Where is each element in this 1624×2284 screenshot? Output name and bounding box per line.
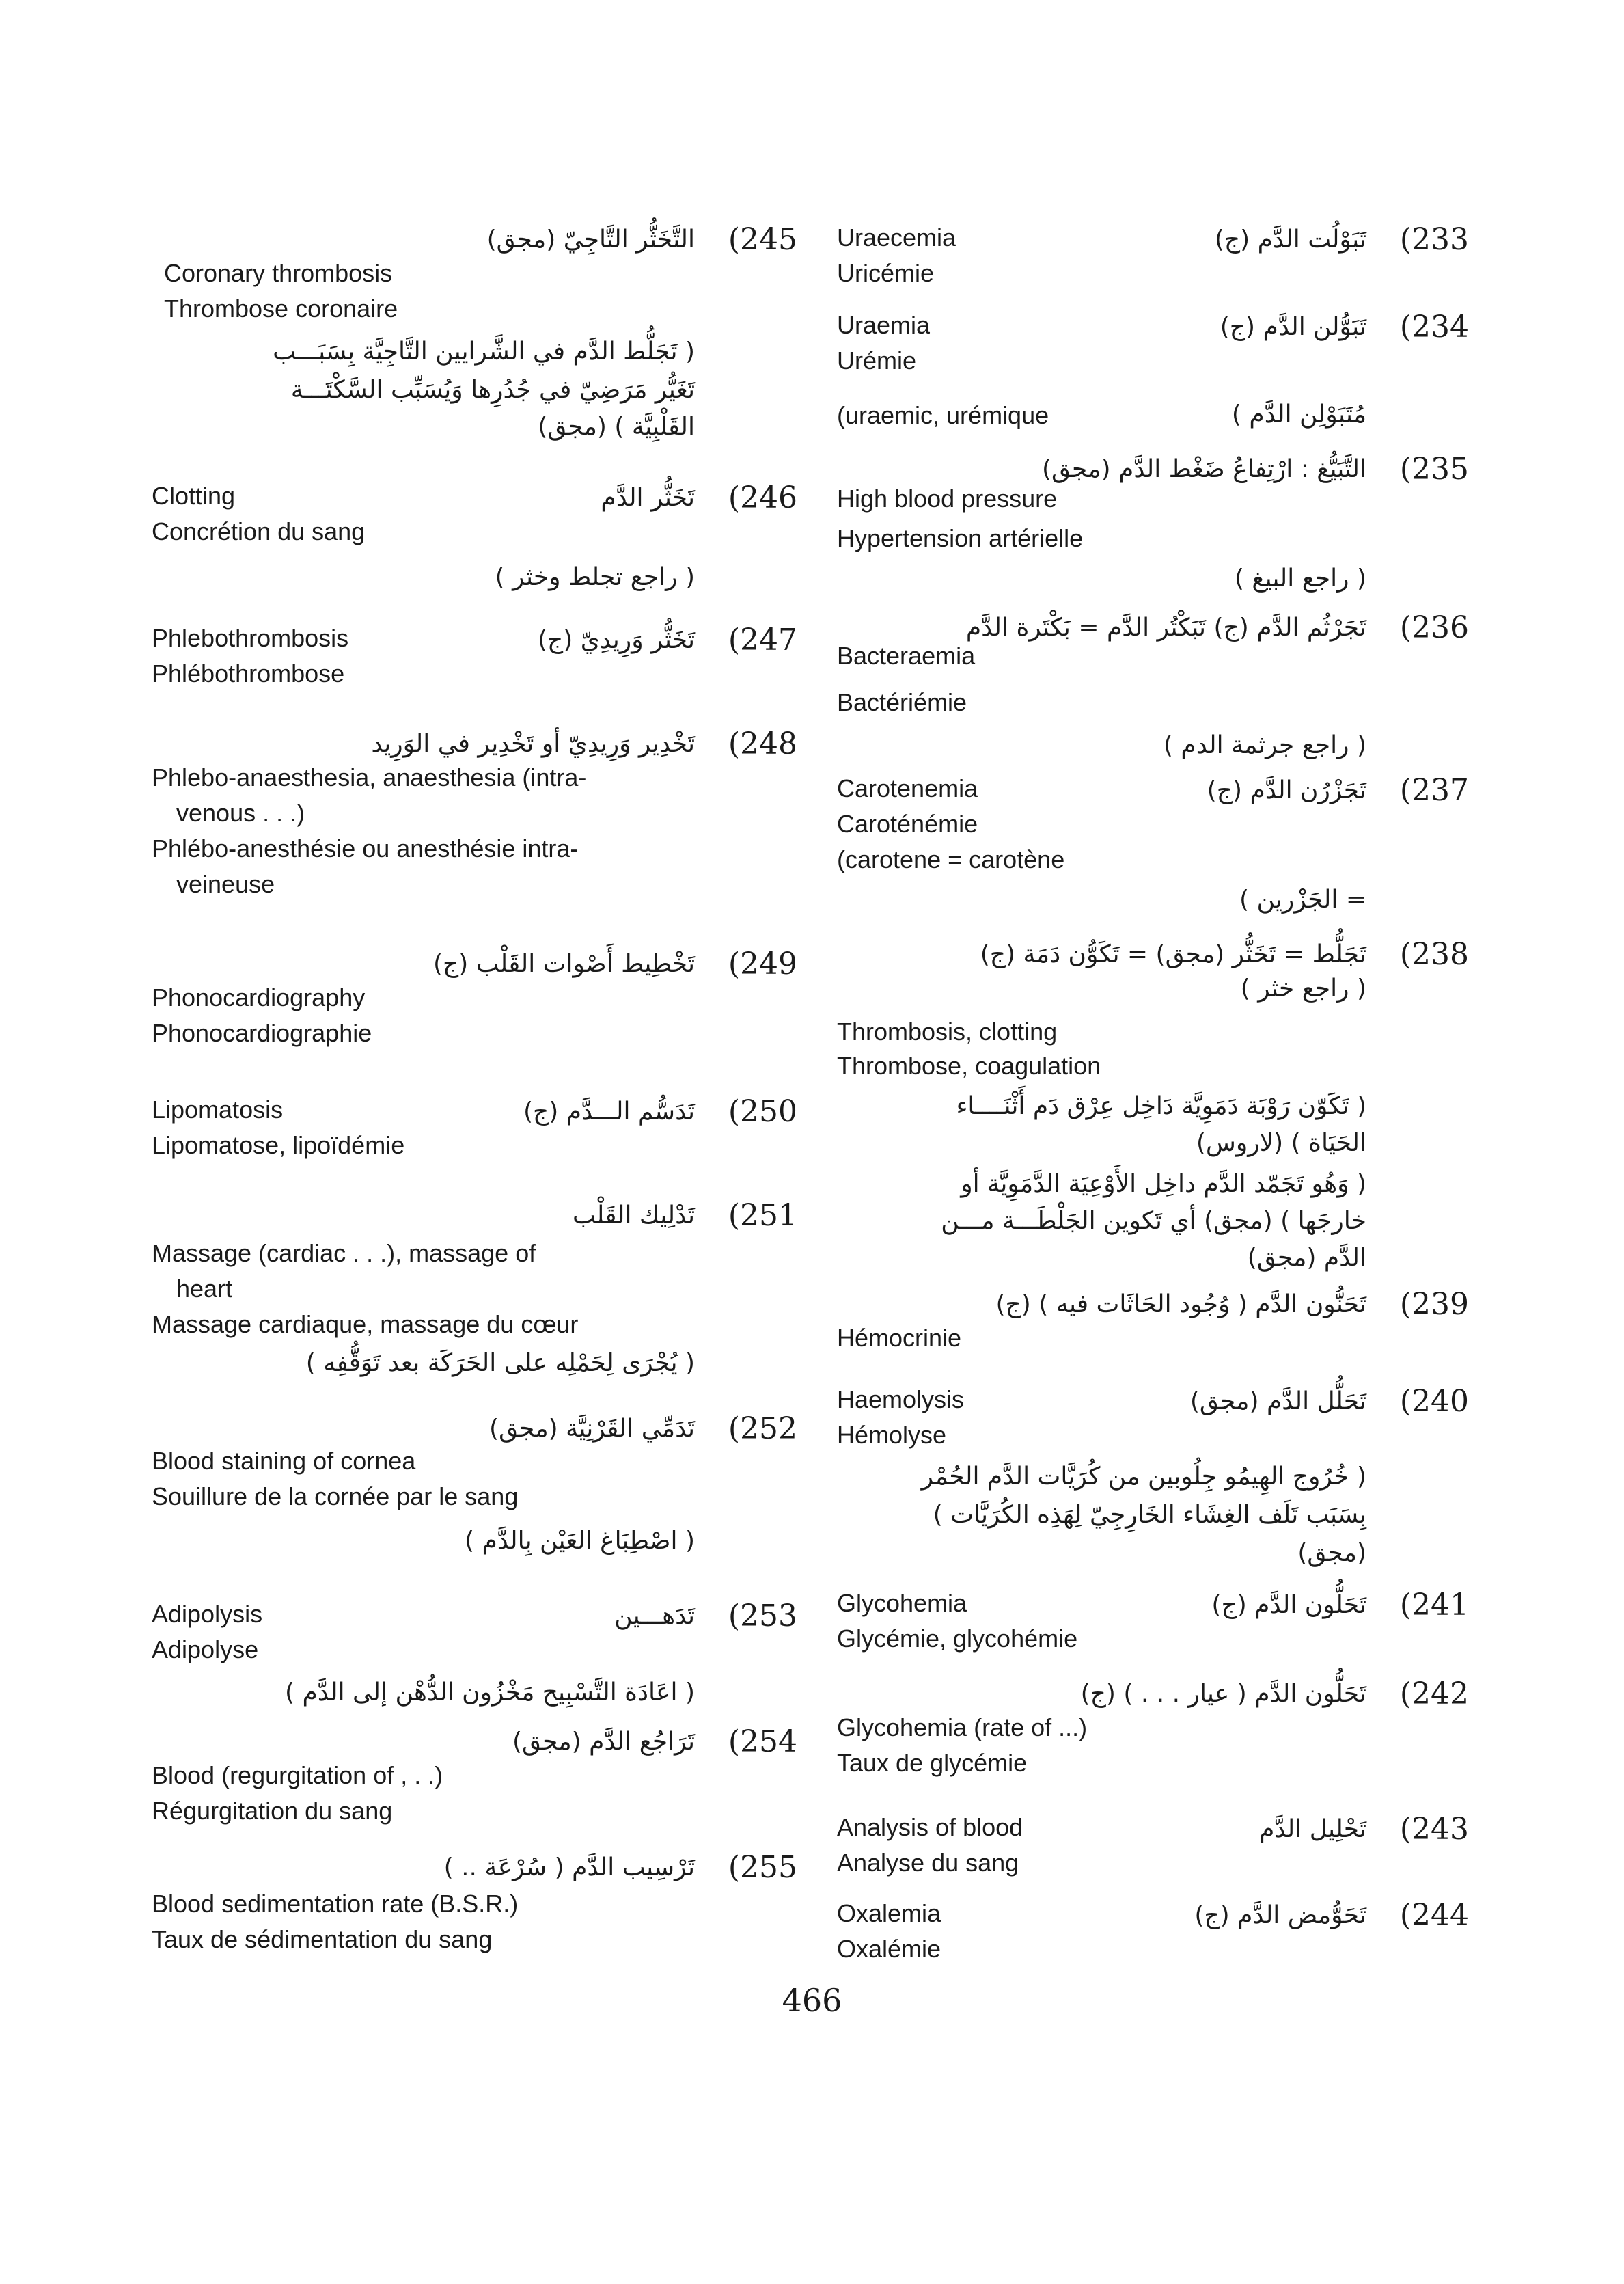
arabic-term: تَحْلِيل الدَّم xyxy=(1259,1815,1366,1843)
french-term: Hémolyse xyxy=(837,1421,947,1449)
arabic-term: تَخَثُّر وَرِيدِيّ (ج) xyxy=(537,626,695,654)
english-term: Lipomatosis xyxy=(152,1096,284,1124)
french-term: Souillure de la cornée par le sang xyxy=(152,1482,519,1510)
entry-number: (245 xyxy=(728,222,797,257)
entry-number: (237 xyxy=(1399,773,1469,808)
note-arabic: ( راجع البيغ ) xyxy=(1234,565,1366,593)
french-term: Hémocrinie xyxy=(837,1324,962,1352)
definition-line: الدَّم (مجق) xyxy=(1247,1244,1366,1272)
arabic-reference: ( راجع خثر ) xyxy=(1240,975,1366,1003)
note-arabic: ( اعَادَة التَّسْبِيح مَخْزُون الدُّهْن إلى الدَّم ) xyxy=(284,1678,695,1707)
definition-line: ( تَجَلُّط الدَّم في الشَّرايين التَّاجِيَّة بِسَبَـــب xyxy=(273,338,695,366)
note-arabic: ( راجع جرثمة الدم ) xyxy=(1163,731,1366,759)
arabic-term: تَخْدِير وَرِيدِيّ أو تَخْدِير في الوَرِيد xyxy=(371,730,695,758)
entry-number: (243 xyxy=(1399,1812,1469,1847)
french-term: Adipolyse xyxy=(152,1635,259,1663)
arabic-term: تَخْطِيط أَصْوات القَلْب (ج) xyxy=(433,950,695,978)
arabic-term: تَخَثُّر الدَّم xyxy=(601,484,695,512)
english-term: Blood (regurgitation of , . .) xyxy=(152,1761,443,1789)
entry-number: (236 xyxy=(1399,610,1469,645)
arabic-term: تَبَوُّلن الدَّم (ج) xyxy=(1220,313,1366,341)
french-term: Thrombose coronaire xyxy=(164,295,398,323)
left-column xyxy=(152,0,797,2284)
english-term: Uraecemia xyxy=(837,223,956,251)
english-term: Glycohemia (rate of ...) xyxy=(837,1713,1088,1741)
entry-number: (255 xyxy=(728,1850,797,1885)
english-term: Carotenemia xyxy=(837,774,978,802)
arabic-term: تَحَلُّون الدَّم ( عيار . . . ) (ج) xyxy=(1080,1680,1366,1708)
definition-line: ( تَكَوّن رَوْبَة دَمَوِيَّة دَاخِل عِرْق دَم أَثْنَــــاء xyxy=(956,1092,1366,1120)
arabic-term: تَدْلِيك القَلْب xyxy=(573,1201,695,1229)
french-term: Oxalémie xyxy=(837,1935,941,1963)
definition-line: بِسَبَب تَلَف الغِشَاء الخَارِجِيّ لِهَذِه الكُرَيَّات ) xyxy=(933,1501,1366,1529)
entry-number: (234 xyxy=(1399,310,1469,344)
english-term: Uraemia xyxy=(837,311,931,339)
entry-number: (239 xyxy=(1399,1287,1469,1322)
french-term: Caroténémie xyxy=(837,810,978,838)
note-arabic: ( راجع تجلط وخثر ) xyxy=(495,563,695,591)
arabic-term: تَحَوُّمض الدَّم (ج) xyxy=(1194,1901,1366,1929)
note-arabic: = الجَزْرين ) xyxy=(1239,886,1366,914)
english-term: Analysis of blood xyxy=(837,1813,1023,1841)
note-arabic: ( اصْطِبَاغ العَيْن بِالدَّم ) xyxy=(464,1527,695,1555)
right-column xyxy=(837,0,1469,2284)
entry-number: (251 xyxy=(728,1198,797,1233)
note-arabic: مُتَبَوْلِن الدَّم ) xyxy=(1231,400,1366,429)
page-number: 466 xyxy=(782,1982,842,2019)
french-term: Analyse du sang xyxy=(837,1849,1019,1877)
entry-number: (254 xyxy=(728,1724,797,1759)
arabic-term: تَبَوْلُت الدَّم (ج) xyxy=(1214,226,1366,254)
arabic-term: تَحَنُّون الدَّم ( وُجُود الحَاثَات فيه ) (ج) xyxy=(995,1290,1366,1318)
arabic-term: التَّبَيُّغ : ارْتِفاعُ ضَغْط الدَّم (مجق) xyxy=(1041,455,1366,483)
french-term-cont: veineuse xyxy=(176,870,275,898)
arabic-term: تَحَلُّون الدَّم (ج) xyxy=(1211,1591,1366,1619)
arabic-term: تَرْسِيب الدَّم ( سُرْعَة .. ) xyxy=(443,1853,695,1881)
english-term: Haemolysis xyxy=(837,1385,965,1413)
english-term: Blood sedimentation rate (B.S.R.) xyxy=(152,1890,519,1918)
entry-number: (242 xyxy=(1399,1676,1469,1711)
arabic-term: تَرَاجُع الدَّم (مجق) xyxy=(512,1728,695,1756)
definition-line: القَلْبِيَّة ) (مجق) xyxy=(538,413,695,441)
english-term: Phlebothrombosis xyxy=(152,624,349,652)
entry-number: (249 xyxy=(728,947,797,981)
definition-line: الحَيَاة ) (لاروس) xyxy=(1196,1129,1366,1157)
french-term: Massage cardiaque, massage du cœur xyxy=(152,1310,579,1338)
english-term: Glycohemia xyxy=(837,1589,967,1617)
entry-number: (250 xyxy=(728,1094,797,1129)
definition-line: تَغَيُّر مَرَضِيّ في جُدُرِها وَيُسَبِّب السَّكْتَـــة xyxy=(290,376,695,404)
note-latin: (carotene = carotène xyxy=(837,845,1065,873)
definition-line: ( خُرُوج الهِيمُو جِلُوبين من كُرَيَّات الدَّم الحُمْر xyxy=(921,1463,1366,1491)
french-term: Glycémie, glycohémie xyxy=(837,1624,1078,1653)
entry-number: (240 xyxy=(1399,1384,1469,1419)
definition-line: (مجق) xyxy=(1297,1539,1366,1567)
french-term: Phlébo-anesthésie ou anesthésie intra- xyxy=(152,834,579,862)
entry-number: (247 xyxy=(728,623,797,657)
entry-number: (253 xyxy=(728,1599,797,1633)
english-term: Phonocardiography xyxy=(152,983,366,1011)
english-term-cont: venous . . .) xyxy=(176,799,305,827)
french-term: Lipomatose, lipoïdémie xyxy=(152,1131,405,1159)
arabic-term: تَجَرْثُم الدَّم (ج) تَبَكْتُر الدَّم = بَكْتَرة الدَّم xyxy=(965,614,1366,642)
french-term: Thrombose, coagulation xyxy=(837,1052,1101,1080)
french-term: Uricémie xyxy=(837,259,935,287)
french-term: Taux de sédimentation du sang xyxy=(152,1925,493,1953)
english-term: High blood pressure xyxy=(837,485,1058,513)
entry-number: (248 xyxy=(728,726,797,761)
entry-number: (252 xyxy=(728,1411,797,1446)
french-term: Hypertension artérielle xyxy=(837,524,1084,552)
english-term: Clotting xyxy=(152,482,236,510)
definition-line: ( وَهُو تَجَمّد الدَّم داخِل الأَوْعِيَة الدَّمَوِيَّة أو xyxy=(961,1170,1366,1198)
french-term: Bactériémie xyxy=(837,688,967,716)
definition-line: خارجَها ) (مجق) أي تَكوين الجَلْطَـــة مـــن xyxy=(941,1207,1366,1235)
arabic-term: تَدَمِّي القَرْنِيَّة (مجق) xyxy=(489,1415,695,1443)
entry-number: (244 xyxy=(1399,1898,1469,1933)
arabic-term: تَجَزْرُن الدَّم (ج) xyxy=(1207,776,1366,804)
arabic-term: التَّخَثُّر التَّاجِيّ (مجق) xyxy=(486,226,695,254)
english-term: Thrombosis, clotting xyxy=(837,1018,1058,1046)
french-term: Phonocardiographie xyxy=(152,1019,372,1047)
english-term: Massage (cardiac . . .), massage of xyxy=(152,1239,536,1267)
english-term: Adipolysis xyxy=(152,1600,263,1628)
entry-number: (233 xyxy=(1399,222,1469,257)
entry-number: (246 xyxy=(728,480,797,515)
english-term: Phlebo-anaesthesia, anaesthesia (intra- xyxy=(152,763,587,791)
entry-number: (241 xyxy=(1399,1588,1469,1622)
french-term: Phlébothrombose xyxy=(152,660,345,688)
note-arabic: ( يُجْرَى لِحَمْلِه على الحَرَكَة بعد تَوَقُّفِه ) xyxy=(305,1349,695,1377)
entry-number: (238 xyxy=(1399,937,1469,972)
english-term: Coronary thrombosis xyxy=(164,259,393,287)
note-latin: (uraemic, urémique xyxy=(837,401,1049,429)
french-term: Concrétion du sang xyxy=(152,517,366,545)
english-term: Blood staining of cornea xyxy=(152,1447,416,1475)
english-term: Bacteraemia xyxy=(837,642,976,670)
french-term: Urémie xyxy=(837,346,917,375)
english-term: Oxalemia xyxy=(837,1899,941,1927)
french-term: Taux de glycémie xyxy=(837,1749,1028,1777)
entry-number: (235 xyxy=(1399,452,1469,487)
arabic-term: تَدَسُّم الـــدَّم (ج) xyxy=(523,1098,695,1126)
arabic-term: تَجَلُّط = تَخَثُّر (مجق) = تَكَوُّن دَمَة (ج) xyxy=(980,940,1366,968)
french-term: Régurgitation du sang xyxy=(152,1797,393,1825)
english-term-cont: heart xyxy=(176,1275,233,1303)
arabic-term: تَدَهـــين xyxy=(614,1602,695,1630)
arabic-term: تَحَلُّل الدَّم (مجق) xyxy=(1189,1387,1366,1415)
